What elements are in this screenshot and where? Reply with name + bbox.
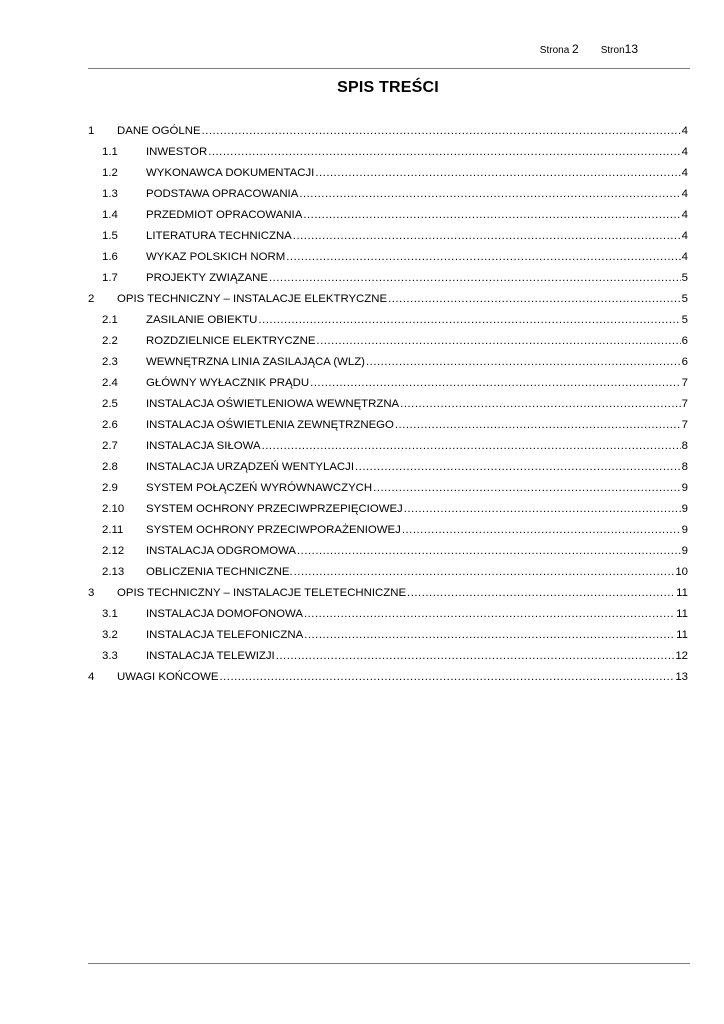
toc-dot-leader	[276, 650, 675, 662]
header-divider	[88, 68, 690, 69]
toc-entry-number: 3.1	[102, 607, 118, 620]
toc-entry[interactable]	[88, 141, 690, 162]
toc-entry-page: 8	[681, 439, 688, 452]
toc-entry-page: 4	[681, 145, 688, 158]
toc-entry-number: 2.8	[102, 460, 118, 473]
toc-entry[interactable]	[88, 477, 690, 498]
toc-entry-page: 9	[681, 523, 688, 536]
toc-entry-number: 2	[88, 292, 95, 305]
toc-entry-page: 7	[681, 397, 688, 410]
toc-entry[interactable]	[88, 519, 690, 540]
toc-entry-title: INWESTOR	[146, 145, 208, 158]
toc-entry[interactable]	[88, 225, 690, 246]
toc-entry-page: 7	[681, 376, 688, 389]
toc-entry-number: 2.7	[102, 439, 118, 452]
toc-entry-number: 2.2	[102, 334, 118, 347]
toc-entry-page: 4	[681, 208, 688, 221]
toc-entry-page: 5	[681, 313, 688, 326]
toc-entry-title: SYSTEM POŁĄCZEŃ WYRÓWNAWCZYCH	[146, 481, 373, 494]
toc-entry[interactable]	[88, 561, 690, 582]
toc-entry-number: 1.5	[102, 229, 118, 242]
toc-entry-page: 6	[681, 334, 688, 347]
toc-dot-leader	[293, 230, 681, 242]
toc-dot-leader	[297, 545, 681, 557]
toc-dot-leader	[286, 251, 680, 263]
toc-entry-number: 3	[88, 586, 95, 599]
toc-entry[interactable]	[88, 246, 690, 267]
toc-entry-page: 7	[681, 418, 688, 431]
toc-entry[interactable]	[88, 540, 690, 561]
toc-entry-page: 5	[681, 292, 688, 305]
toc-entry-title: PRZEDMIOT OPRACOWANIA	[146, 208, 303, 221]
toc-entry-page: 4	[681, 124, 688, 137]
toc-entry-title: PROJEKTY ZWIĄZANE	[146, 271, 268, 284]
toc-dot-leader	[304, 608, 675, 620]
toc-entry-number: 2.11	[102, 523, 124, 536]
toc-dot-leader	[355, 461, 681, 473]
toc-entry[interactable]	[88, 120, 690, 141]
toc-entry[interactable]	[88, 162, 690, 183]
toc-entry[interactable]	[88, 603, 690, 624]
toc-entry-title: GŁÓWNY WYŁACZNIK PRĄDU	[146, 376, 310, 389]
toc-entry-title: SYSTEM OCHRONY PRZECIWPORAŻENIOWEJ	[146, 523, 401, 536]
pages-total-indicator	[601, 42, 638, 56]
toc-entry-number: 2.5	[102, 397, 118, 410]
toc-dot-leader	[303, 209, 680, 221]
toc-dot-leader	[400, 398, 681, 410]
toc-entry[interactable]	[88, 435, 690, 456]
toc-entry-number: 2.10	[102, 502, 125, 515]
toc-entry-title: ZASILANIE OBIEKTU	[146, 313, 258, 326]
toc-dot-leader	[269, 272, 681, 284]
toc-entry-number: 2.13	[102, 565, 125, 578]
pages-total: 13	[624, 42, 638, 56]
toc-entry-page: 8	[681, 460, 688, 473]
toc-entry[interactable]	[88, 204, 690, 225]
toc-entry-number: 2.12	[102, 544, 125, 557]
toc-dot-leader	[299, 188, 680, 200]
toc-entry-number: 2.9	[102, 481, 118, 494]
toc-entry-number: 1.1	[102, 145, 118, 158]
toc-entry-title: INSTALACJA OŚWIETLENIOWA WEWNĘTRZNA	[146, 397, 400, 410]
toc-entry-number: 1	[88, 124, 95, 137]
toc-entry-title: INSTALACJA ODGROMOWA	[146, 544, 296, 557]
toc-dot-leader	[262, 440, 681, 452]
toc-entry-title: WEWNĘTRZNA LINIA ZASILAJĄCA (WLZ)	[146, 355, 365, 368]
toc-entry-title: UWAGI KOŃCOWE	[117, 670, 219, 683]
toc-entry-page: 4	[681, 229, 688, 242]
toc-entry-page: 12	[675, 649, 688, 662]
toc-entry-number: 2.1	[102, 313, 118, 326]
toc-dot-leader	[402, 524, 681, 536]
toc-entry-number: 2.6	[102, 418, 118, 431]
toc-entry[interactable]	[88, 624, 690, 645]
toc-entry-page: 13	[675, 670, 688, 683]
toc-dot-leader	[304, 629, 675, 641]
toc-entry-title: INSTALACJA URZĄDZEŃ WENTYLACJI	[146, 460, 355, 473]
toc-entry-page: 9	[681, 502, 688, 515]
toc-entry-title: INSTALACJA SIŁOWA	[146, 439, 261, 452]
toc-entry-number: 3.2	[102, 628, 118, 641]
toc-dot-leader	[219, 671, 674, 683]
toc-entry-title: WYKAZ POLSKICH NORM	[146, 250, 286, 263]
toc-entry[interactable]	[88, 330, 690, 351]
toc-entry[interactable]	[88, 351, 690, 372]
toc-entry-page: 4	[681, 166, 688, 179]
toc-dot-leader	[315, 167, 680, 179]
toc-entry-number: 1.3	[102, 187, 118, 200]
toc-entry-title: OPIS TECHNICZNY – INSTALACJE ELEKTRYCZNE	[117, 292, 388, 305]
toc-dot-leader	[294, 566, 675, 578]
toc-dot-leader	[258, 314, 680, 326]
toc-entry-title: OBLICZENIA TECHNICZNE.	[146, 565, 293, 578]
toc-entry[interactable]	[88, 582, 690, 603]
toc-dot-leader	[310, 377, 681, 389]
toc-dot-leader	[373, 482, 681, 494]
toc-entry[interactable]	[88, 456, 690, 477]
toc-entry-title: PODSTAWA OPRACOWANIA	[146, 187, 299, 200]
toc-entry-page: 9	[681, 481, 688, 494]
toc-entry[interactable]	[88, 183, 690, 204]
toc-entry-title: INSTALACJA TELEWIZJI	[146, 649, 275, 662]
toc-entry-page: 10	[675, 565, 688, 578]
toc-entry-page: 6	[681, 355, 688, 368]
toc-entry-title: ROZDZIELNICE ELEKTRYCZNE	[146, 334, 316, 347]
toc-dot-leader	[316, 335, 680, 347]
toc-entry-number: 4	[88, 670, 95, 683]
toc-dot-leader	[404, 503, 681, 515]
toc-entry-number: 1.2	[102, 166, 118, 179]
toc-dot-leader	[388, 293, 681, 305]
page-title: SPIS TREŚCI	[337, 79, 439, 96]
toc-dot-leader	[208, 146, 680, 158]
page-label: Strona	[539, 45, 570, 56]
toc-entry-title: INSTALACJA TELEFONICZNA	[146, 628, 304, 641]
toc-entry-number: 3.3	[102, 649, 118, 662]
toc-entry-number: 2.3	[102, 355, 118, 368]
toc-entry[interactable]	[88, 414, 690, 435]
toc-entry-page: 11	[676, 607, 688, 620]
toc-entry[interactable]	[88, 498, 690, 519]
toc-entry-title: WYKONAWCA DOKUMENTACJI	[146, 166, 315, 179]
toc-entry-title: INSTALACJA OŚWIETLENIA ZEWNĘTRZNEGO	[146, 418, 394, 431]
toc-entry-page: 5	[681, 271, 688, 284]
table-of-contents	[88, 120, 690, 687]
page-indicator	[540, 42, 579, 56]
toc-entry-number: 1.4	[102, 208, 118, 221]
toc-dot-leader	[366, 356, 681, 368]
footer-divider	[88, 963, 690, 964]
toc-entry[interactable]	[88, 267, 690, 288]
toc-entry-page: 9	[681, 544, 688, 557]
toc-entry-title: DANE OGÓLNE	[117, 124, 201, 137]
page-header	[540, 42, 638, 56]
toc-dot-leader	[395, 419, 681, 431]
toc-dot-leader	[407, 587, 675, 599]
toc-entry-title: LITERATURA TECHNICZNA	[146, 229, 292, 242]
toc-entry-title: INSTALACJA DOMOFONOWA	[146, 607, 303, 620]
toc-entry-number: 1.7	[102, 271, 118, 284]
toc-dot-leader	[202, 125, 681, 137]
toc-entry[interactable]	[88, 393, 690, 414]
toc-entry[interactable]	[88, 309, 690, 330]
toc-entry-page: 11	[676, 586, 688, 599]
toc-entry[interactable]	[88, 666, 690, 687]
toc-entry-page: 4	[681, 187, 688, 200]
toc-entry[interactable]	[88, 288, 690, 309]
toc-entry-number: 1.6	[102, 250, 118, 263]
toc-entry[interactable]	[88, 645, 690, 666]
toc-entry-page: 11	[676, 628, 688, 641]
toc-entry-title: OPIS TECHNICZNY – INSTALACJE TELETECHNICZNE	[117, 586, 407, 599]
pages-label: Stron	[600, 45, 625, 56]
toc-entry-number: 2.4	[102, 376, 118, 389]
page-number: 2	[572, 42, 579, 56]
toc-entry-page: 4	[681, 250, 688, 263]
toc-entry-title: SYSTEM OCHRONY PRZECIWPRZEPIĘCIOWEJ	[146, 502, 403, 515]
toc-entry[interactable]	[88, 372, 690, 393]
